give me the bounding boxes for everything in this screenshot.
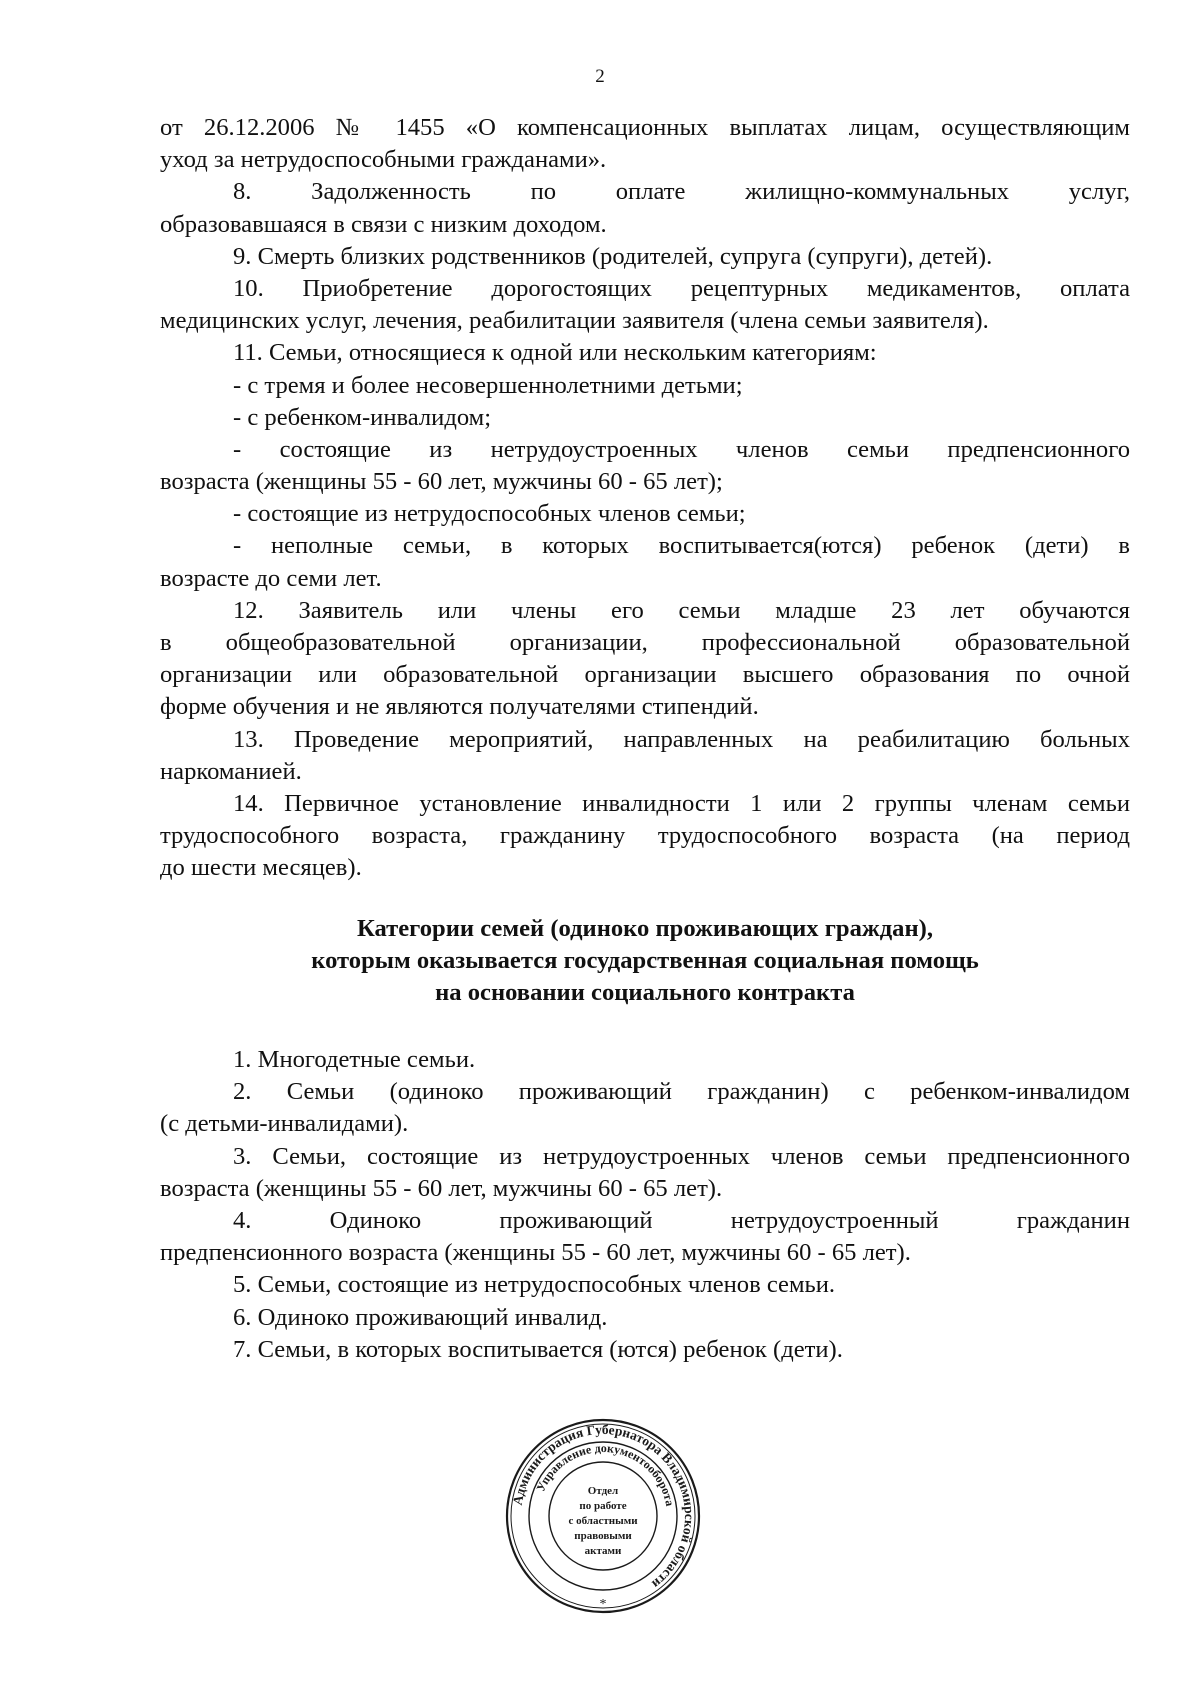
text-line: от 26.12.2006 № 1455 «О компенсационных выплатах лицам, осуществляющим	[160, 114, 1130, 141]
text-line: 10. Приобретение дорогостоящих рецептурных медикаментов, оплата	[233, 274, 1130, 302]
seal-center-line: актами	[584, 1545, 622, 1557]
text-line: 13. Проведение мероприятий, направленных на реабилитацию больных	[233, 725, 1130, 753]
text-line: - с ребенком-инвалидом;	[233, 403, 492, 431]
seal-outer-text: Администрация Губернатора Владимирской области	[509, 1421, 698, 1592]
text-line: форме обучения и не являются получателями стипендий.	[160, 693, 759, 721]
list-item: 4. Одиноко проживающий нетрудоустроенный гражданин	[233, 1207, 1130, 1234]
text-line: - состоящие из нетрудоспособных членов семьи;	[233, 500, 746, 528]
official-seal	[503, 1416, 703, 1616]
page-number: 2	[595, 66, 605, 87]
text-line: 12. Заявитель или члены его семьи младше 23 лет обучаются	[233, 596, 1130, 624]
seal-center-line: Отдел	[587, 1485, 619, 1497]
section-heading: на основании социального контракта	[435, 978, 855, 1006]
text-line: медицинских услуг, лечения, реабилитации заявителя (члена семьи заявителя).	[160, 307, 989, 335]
text-line: трудоспособного возраста, гражданину трудоспособного возраста (на период	[160, 822, 1130, 850]
list-item: 5. Семьи, состоящие из нетрудоспособных членов семьи.	[233, 1271, 836, 1299]
seal-center-line: по работе	[579, 1500, 627, 1512]
text-line: образовавшаяся в связи с низким доходом.	[160, 210, 607, 238]
list-item: 3. Семьи, состоящие из нетрудоустроенных членов семьи предпенсионного	[233, 1142, 1130, 1170]
seal-inner-text: Управление документооборота	[533, 1440, 678, 1508]
list-item: 1. Многодетные семьи.	[233, 1046, 476, 1074]
section-heading: которым оказывается государственная социальная помощь	[311, 946, 979, 974]
text-line: в общеобразовательной организации, профессиональной образовательной	[160, 629, 1130, 656]
text-line: наркоманией.	[160, 757, 302, 785]
list-item: (с детьми-инвалидами).	[160, 1110, 409, 1138]
section-heading: Категории семей (одиноко проживающих граждан),	[357, 914, 933, 942]
text-line: 9. Смерть близких родственников (родителей, супруга (супруги), детей).	[233, 242, 993, 270]
text-line: возрасте до семи лет.	[160, 564, 382, 592]
text-line: - с тремя и более несовершеннолетними детьми;	[233, 371, 743, 399]
text-line: до шести месяцев).	[160, 854, 362, 882]
seal-star: *	[599, 1597, 607, 1612]
text-line: возраста (женщины 55 - 60 лет, мужчины 60 - 65 лет);	[160, 468, 723, 496]
list-item: 7. Семьи, в которых воспитывается (ются) ребенок (дети).	[233, 1335, 843, 1363]
text-line: 8. Задолженность по оплате жилищно-коммунальных услуг,	[233, 178, 1130, 206]
list-item: 6. Одиноко проживающий инвалид.	[233, 1303, 608, 1331]
document-body	[160, 112, 1130, 1366]
text-line: уход за нетрудоспособными гражданами».	[160, 146, 607, 174]
seal-graphic	[503, 1416, 703, 1616]
text-line: 14. Первичное установление инвалидности 1 или 2 группы членам семьи	[233, 789, 1130, 817]
text-line: - состоящие из нетрудоустроенных членов семьи предпенсионного	[233, 435, 1130, 463]
list-item: возраста (женщины 55 - 60 лет, мужчины 60 - 65 лет).	[160, 1174, 723, 1202]
text-line: - неполные семьи, в которых воспитывается(ются) ребенок (дети) в	[233, 532, 1130, 560]
list-item: предпенсионного возраста (женщины 55 - 60 лет, мужчины 60 - 65 лет).	[160, 1239, 911, 1267]
seal-center-line: правовыми	[574, 1530, 632, 1542]
text-line: организации или образовательной организации высшего образования по очной	[160, 661, 1130, 689]
text-line: 11. Семьи, относящиеся к одной или нескольким категориям:	[233, 339, 877, 367]
list-item: 2. Семьи (одиноко проживающий гражданин) с ребенком-инвалидом	[233, 1078, 1130, 1106]
seal-center-line: с областными	[568, 1515, 638, 1527]
